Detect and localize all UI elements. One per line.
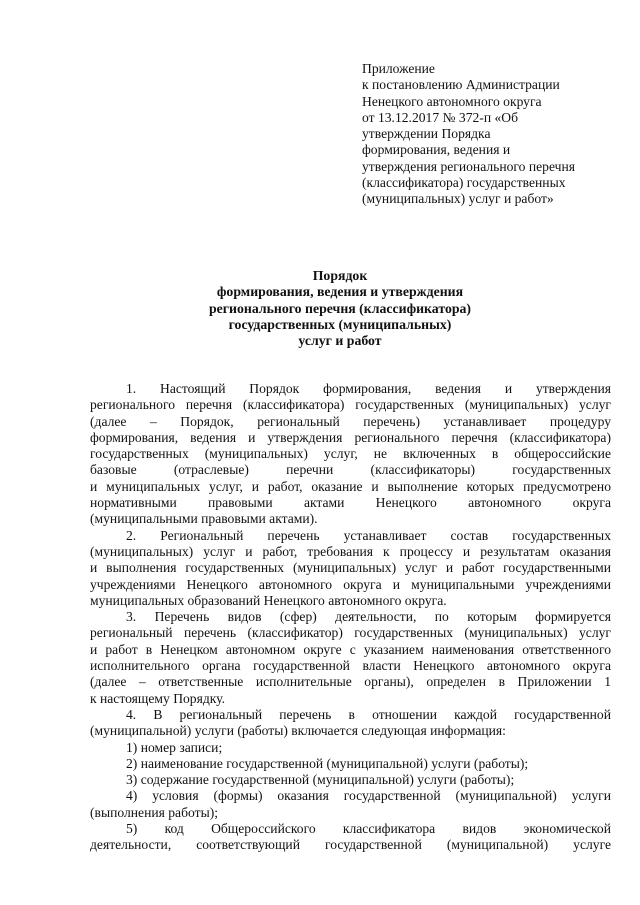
list-item: 3) содержание государственной (муниципальной) услуги (работы); xyxy=(126,772,515,788)
document-body xyxy=(90,381,611,854)
body-line: и выполнения государственных (муниципальных) услуг и работ государственными xyxy=(90,560,611,576)
body-line: (далее – Порядок, региональный перечень) устанавливает процедуру xyxy=(90,413,611,429)
body-line: 1. Настоящий Порядок формирования, ведения и утверждения xyxy=(126,381,611,396)
appendix-line: (классификатора) государственных xyxy=(362,175,566,191)
document-title xyxy=(60,268,620,349)
body-line: 3. Перечень видов (сфер) деятельности, по которым формируется xyxy=(126,609,611,625)
appendix-line: Приложение xyxy=(362,61,435,76)
body-line: учреждениями Ненецкого автономного округа и муниципальными учреждениями xyxy=(90,576,611,592)
list-item: 5) код Общероссийского классификатора видов экономической xyxy=(126,821,611,837)
body-line: нормативными правовыми актами Ненецкого автономного округа xyxy=(90,495,611,511)
appendix-line: (муниципальных) услуг и работ» xyxy=(362,191,554,207)
body-line: (выполнения работы); xyxy=(90,804,219,820)
body-line: к настоящему Порядку. xyxy=(90,690,226,706)
body-line: (далее – ответственные исполнительные органы), определен в Приложении 1 xyxy=(90,674,611,690)
title-line: Порядок xyxy=(312,268,368,283)
list-item: 2) наименование государственной (муниципальной) услуги (работы); xyxy=(126,755,529,771)
body-line: и работ в Ненецком автономном округе с указанием наименования ответственного xyxy=(90,641,611,657)
appendix-line: Ненецкого автономного округа xyxy=(362,93,542,109)
body-line: (муниципальных) услуг и работ, требования к процессу и результатам оказания xyxy=(90,543,611,559)
appendix-header xyxy=(362,61,602,208)
body-line: 2. Региональный перечень устанавливает состав государственных xyxy=(126,527,611,543)
body-line: формирования, ведения и утверждения регионального перечня (классификатора) xyxy=(90,429,611,445)
body-line: государственных (муниципальных) услуг, не включенных в общероссийские xyxy=(90,446,611,462)
body-line: региональный перечень (классификатор) государственных (муниципальных) услуг xyxy=(90,625,611,641)
body-line: регионального перечня (классификатора) государственных (муниципальных) услуг xyxy=(90,397,611,413)
appendix-line: от 13.12.2017 № 372-п «Об xyxy=(362,109,519,125)
body-line: (муниципальной) услуги (работы) включается следующая информация: xyxy=(90,723,506,739)
appendix-line: утверждения регионального перечня xyxy=(362,158,576,174)
title-line: государственных (муниципальных) xyxy=(228,316,452,332)
body-line: (муниципальными правовыми актами). xyxy=(90,511,318,527)
appendix-line: формирования, ведения и xyxy=(362,142,511,158)
body-line: и муниципальных услуг, и работ, оказание и выполнение которых предусмотрено xyxy=(90,478,611,494)
list-item: 4) условия (формы) оказания государственной (муниципальной) услуги xyxy=(126,788,611,804)
body-line: исполнительного органа государственной власти Ненецкого автономного округа xyxy=(90,658,611,674)
body-line: деятельности, соответствующий государственной (муниципальной) услуге xyxy=(90,837,611,853)
title-line: формирования, ведения и утверждения xyxy=(216,284,464,300)
body-line: 4. В региональный перечень в отношении каждой государственной xyxy=(126,706,611,722)
title-line: услуг и работ xyxy=(298,333,382,349)
appendix-line: к постановлению Администрации xyxy=(362,77,560,93)
list-item: 1) номер записи; xyxy=(126,739,223,755)
title-line: регионального перечня (классификатора) xyxy=(208,300,472,316)
appendix-line: утверждении Порядка xyxy=(362,126,491,142)
body-line: муниципальных образований Ненецкого автономного округа. xyxy=(90,592,447,608)
body-line: базовые (отраслевые) перечни (классификаторы) государственных xyxy=(90,462,611,478)
